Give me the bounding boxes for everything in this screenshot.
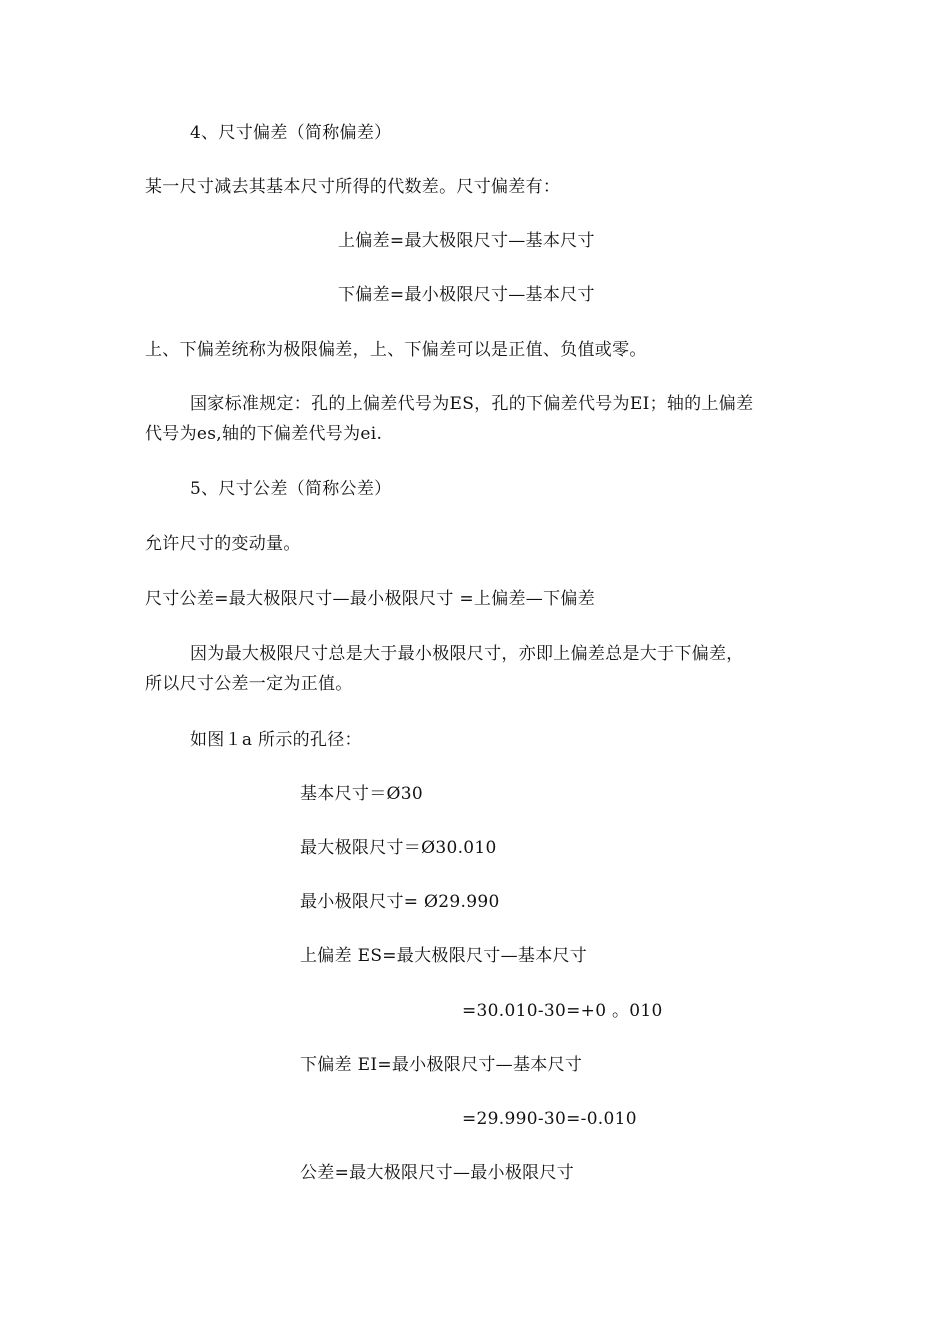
- example-intro: 如图１a 所示的孔径：: [190, 730, 362, 750]
- national-standard-rule-line-2: 代号为es,轴的下偏差代号为ei.: [145, 424, 383, 444]
- es-formula: 上偏差 ES=最大极限尺寸—基本尺寸: [300, 946, 588, 966]
- ei-formula: 下偏差 EI=最小极限尺寸—基本尺寸: [300, 1055, 583, 1075]
- national-standard-rule-line-1: 国家标准规定：孔的上偏差代号为ES，孔的下偏差代号为EI；轴的上偏差: [190, 394, 754, 414]
- section-5-heading: 5、尺寸公差（简称公差）: [190, 479, 392, 499]
- because-paragraph-line-1: 因为最大极限尺寸总是大于最小极限尺寸，亦即上偏差总是大于下偏差，: [190, 644, 744, 664]
- limit-deviation-note: 上、下偏差统称为极限偏差，上、下偏差可以是正值、负值或零。: [145, 340, 647, 360]
- lower-deviation-formula: 下偏差=最小极限尺寸—基本尺寸: [338, 285, 595, 305]
- max-limit-size: 最大极限尺寸＝Ø30.010: [300, 838, 497, 858]
- section-5-definition: 允许尺寸的变动量。: [145, 534, 301, 554]
- tolerance-formula: 尺寸公差=最大极限尺寸—最小极限尺寸 =上偏差—下偏差: [145, 589, 595, 609]
- basic-size: 基本尺寸＝Ø30: [300, 784, 423, 804]
- tolerance-example-formula: 公差=最大极限尺寸—最小极限尺寸: [300, 1163, 575, 1183]
- es-value: =30.010-30=+0 。010: [462, 1001, 663, 1021]
- min-limit-size: 最小极限尺寸= Ø29.990: [300, 892, 500, 912]
- upper-deviation-formula: 上偏差=最大极限尺寸—基本尺寸: [338, 231, 595, 251]
- because-paragraph-line-2: 所以尺寸公差一定为正值。: [145, 674, 353, 694]
- section-4-definition: 某一尺寸减去其基本尺寸所得的代数差。尺寸偏差有：: [145, 177, 561, 197]
- section-4-heading: 4、尺寸偏差（简称偏差）: [190, 123, 392, 143]
- ei-value: =29.990-30=-0.010: [462, 1109, 637, 1129]
